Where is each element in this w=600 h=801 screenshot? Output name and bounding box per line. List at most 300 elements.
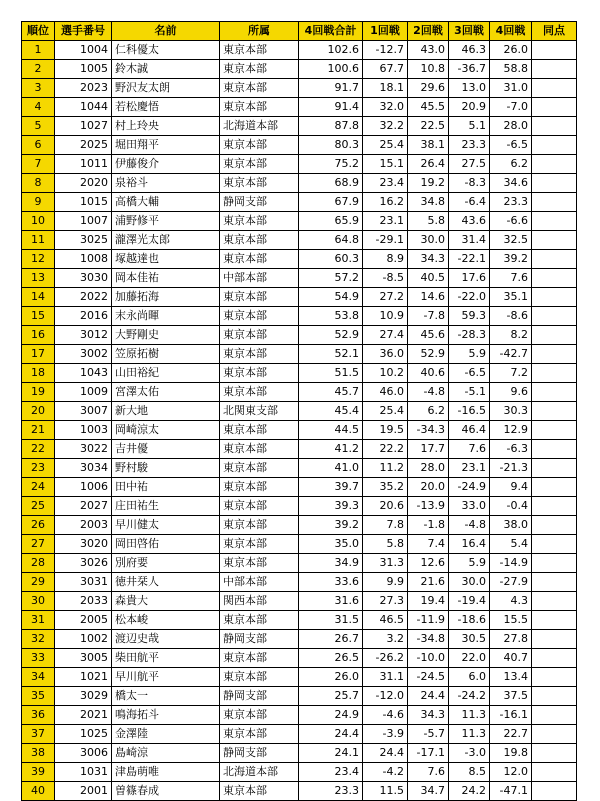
cell-rank[interactable]: 21 <box>22 421 55 440</box>
cell-affiliation[interactable]: 東京本部 <box>220 155 299 174</box>
cell-rank[interactable]: 5 <box>22 117 55 136</box>
cell-tie[interactable] <box>532 497 577 516</box>
cell-player-number[interactable]: 2021 <box>55 706 112 725</box>
cell-round-2[interactable]: 34.3 <box>408 706 449 725</box>
cell-rank[interactable]: 8 <box>22 174 55 193</box>
cell-round-3[interactable]: -4.8 <box>449 516 490 535</box>
cell-rank[interactable]: 22 <box>22 440 55 459</box>
cell-round-2[interactable]: 40.5 <box>408 269 449 288</box>
cell-rank[interactable]: 12 <box>22 250 55 269</box>
cell-round-4[interactable]: 19.8 <box>490 744 532 763</box>
cell-round-2[interactable]: -13.9 <box>408 497 449 516</box>
cell-player-number[interactable]: 1027 <box>55 117 112 136</box>
cell-round-3[interactable]: -19.4 <box>449 592 490 611</box>
cell-affiliation[interactable]: 東京本部 <box>220 383 299 402</box>
cell-affiliation[interactable]: 東京本部 <box>220 782 299 801</box>
cell-rank[interactable]: 17 <box>22 345 55 364</box>
cell-tie[interactable] <box>532 440 577 459</box>
cell-affiliation[interactable]: 東京本部 <box>220 459 299 478</box>
cell-rank[interactable]: 15 <box>22 307 55 326</box>
cell-round-1[interactable]: 19.5 <box>363 421 408 440</box>
cell-player-number[interactable]: 1006 <box>55 478 112 497</box>
cell-round-4[interactable]: 37.5 <box>490 687 532 706</box>
cell-total[interactable]: 57.2 <box>299 269 363 288</box>
cell-round-3[interactable]: 27.5 <box>449 155 490 174</box>
cell-affiliation[interactable]: 東京本部 <box>220 668 299 687</box>
cell-round-4[interactable]: 35.1 <box>490 288 532 307</box>
cell-total[interactable]: 25.7 <box>299 687 363 706</box>
cell-rank[interactable]: 28 <box>22 554 55 573</box>
cell-tie[interactable] <box>532 288 577 307</box>
cell-round-1[interactable]: 32.2 <box>363 117 408 136</box>
cell-name[interactable]: 渡辺史哉 <box>112 630 220 649</box>
cell-round-3[interactable]: 5.9 <box>449 554 490 573</box>
cell-round-3[interactable]: -5.1 <box>449 383 490 402</box>
cell-round-2[interactable]: 38.1 <box>408 136 449 155</box>
cell-name[interactable]: 村上玲央 <box>112 117 220 136</box>
cell-total[interactable]: 31.5 <box>299 611 363 630</box>
cell-round-2[interactable]: -10.0 <box>408 649 449 668</box>
cell-total[interactable]: 75.2 <box>299 155 363 174</box>
cell-player-number[interactable]: 2023 <box>55 79 112 98</box>
cell-round-1[interactable]: 31.1 <box>363 668 408 687</box>
cell-tie[interactable] <box>532 136 577 155</box>
cell-round-4[interactable]: -6.5 <box>490 136 532 155</box>
cell-affiliation[interactable]: 東京本部 <box>220 516 299 535</box>
cell-affiliation[interactable]: 静岡支部 <box>220 687 299 706</box>
cell-rank[interactable]: 31 <box>22 611 55 630</box>
cell-player-number[interactable]: 2003 <box>55 516 112 535</box>
cell-player-number[interactable]: 1003 <box>55 421 112 440</box>
cell-round-4[interactable]: 12.9 <box>490 421 532 440</box>
cell-round-3[interactable]: 11.3 <box>449 706 490 725</box>
cell-affiliation[interactable]: 東京本部 <box>220 535 299 554</box>
cell-round-1[interactable]: -4.2 <box>363 763 408 782</box>
cell-total[interactable]: 24.9 <box>299 706 363 725</box>
cell-player-number[interactable]: 2016 <box>55 307 112 326</box>
cell-rank[interactable]: 10 <box>22 212 55 231</box>
cell-affiliation[interactable]: 東京本部 <box>220 706 299 725</box>
cell-round-4[interactable]: -8.6 <box>490 307 532 326</box>
cell-round-4[interactable]: 5.4 <box>490 535 532 554</box>
cell-total[interactable]: 39.2 <box>299 516 363 535</box>
cell-total[interactable]: 26.5 <box>299 649 363 668</box>
cell-round-1[interactable]: 10.9 <box>363 307 408 326</box>
cell-round-3[interactable]: -3.0 <box>449 744 490 763</box>
cell-round-4[interactable]: -14.9 <box>490 554 532 573</box>
cell-player-number[interactable]: 1011 <box>55 155 112 174</box>
cell-rank[interactable]: 20 <box>22 402 55 421</box>
cell-round-2[interactable]: 45.6 <box>408 326 449 345</box>
cell-total[interactable]: 24.1 <box>299 744 363 763</box>
cell-round-4[interactable]: 7.6 <box>490 269 532 288</box>
cell-rank[interactable]: 35 <box>22 687 55 706</box>
cell-round-3[interactable]: 22.0 <box>449 649 490 668</box>
cell-round-1[interactable]: 9.9 <box>363 573 408 592</box>
cell-round-4[interactable]: 22.7 <box>490 725 532 744</box>
cell-round-1[interactable]: 16.2 <box>363 193 408 212</box>
cell-affiliation[interactable]: 東京本部 <box>220 288 299 307</box>
cell-total[interactable]: 91.4 <box>299 98 363 117</box>
cell-player-number[interactable]: 3005 <box>55 649 112 668</box>
cell-total[interactable]: 67.9 <box>299 193 363 212</box>
cell-round-4[interactable]: -16.1 <box>490 706 532 725</box>
cell-name[interactable]: 宮澤太佑 <box>112 383 220 402</box>
cell-round-1[interactable]: 67.7 <box>363 60 408 79</box>
cell-player-number[interactable]: 2027 <box>55 497 112 516</box>
cell-round-3[interactable]: 23.3 <box>449 136 490 155</box>
cell-round-2[interactable]: -1.8 <box>408 516 449 535</box>
cell-tie[interactable] <box>532 326 577 345</box>
cell-name[interactable]: 野村駿 <box>112 459 220 478</box>
cell-name[interactable]: 新大地 <box>112 402 220 421</box>
cell-round-3[interactable]: 5.9 <box>449 345 490 364</box>
cell-total[interactable]: 54.9 <box>299 288 363 307</box>
cell-player-number[interactable]: 2020 <box>55 174 112 193</box>
cell-name[interactable]: 早川健太 <box>112 516 220 535</box>
cell-name[interactable]: 鈴木誠 <box>112 60 220 79</box>
cell-round-3[interactable]: 59.3 <box>449 307 490 326</box>
cell-player-number[interactable]: 3030 <box>55 269 112 288</box>
cell-round-4[interactable]: -7.0 <box>490 98 532 117</box>
cell-round-3[interactable]: 30.5 <box>449 630 490 649</box>
cell-total[interactable]: 102.6 <box>299 41 363 60</box>
cell-tie[interactable] <box>532 174 577 193</box>
cell-affiliation[interactable]: 東京本部 <box>220 250 299 269</box>
cell-affiliation[interactable]: 東京本部 <box>220 174 299 193</box>
cell-round-4[interactable]: 40.7 <box>490 649 532 668</box>
cell-round-3[interactable]: -22.1 <box>449 250 490 269</box>
cell-round-1[interactable]: 22.2 <box>363 440 408 459</box>
cell-round-1[interactable]: -12.7 <box>363 41 408 60</box>
cell-affiliation[interactable]: 東京本部 <box>220 497 299 516</box>
cell-tie[interactable] <box>532 782 577 801</box>
cell-round-2[interactable]: 28.0 <box>408 459 449 478</box>
cell-tie[interactable] <box>532 516 577 535</box>
cell-round-3[interactable]: 17.6 <box>449 269 490 288</box>
cell-name[interactable]: 森貴大 <box>112 592 220 611</box>
cell-round-2[interactable]: -34.3 <box>408 421 449 440</box>
cell-affiliation[interactable]: 東京本部 <box>220 364 299 383</box>
cell-round-2[interactable]: 34.3 <box>408 250 449 269</box>
cell-total[interactable]: 33.6 <box>299 573 363 592</box>
cell-affiliation[interactable]: 東京本部 <box>220 478 299 497</box>
cell-affiliation[interactable]: 東京本部 <box>220 79 299 98</box>
cell-total[interactable]: 41.2 <box>299 440 363 459</box>
cell-tie[interactable] <box>532 478 577 497</box>
cell-name[interactable]: 松本峻 <box>112 611 220 630</box>
cell-rank[interactable]: 40 <box>22 782 55 801</box>
cell-total[interactable]: 39.3 <box>299 497 363 516</box>
cell-total[interactable]: 45.4 <box>299 402 363 421</box>
cell-affiliation[interactable]: 北海道本部 <box>220 763 299 782</box>
cell-total[interactable]: 60.3 <box>299 250 363 269</box>
cell-affiliation[interactable]: 東京本部 <box>220 136 299 155</box>
cell-name[interactable]: 塚越達也 <box>112 250 220 269</box>
cell-rank[interactable]: 33 <box>22 649 55 668</box>
cell-rank[interactable]: 39 <box>22 763 55 782</box>
cell-tie[interactable] <box>532 573 577 592</box>
cell-round-1[interactable]: 36.0 <box>363 345 408 364</box>
cell-name[interactable]: 山田裕紀 <box>112 364 220 383</box>
cell-round-2[interactable]: 7.6 <box>408 763 449 782</box>
cell-round-3[interactable]: -28.3 <box>449 326 490 345</box>
cell-total[interactable]: 65.9 <box>299 212 363 231</box>
cell-player-number[interactable]: 1044 <box>55 98 112 117</box>
cell-total[interactable]: 26.0 <box>299 668 363 687</box>
cell-player-number[interactable]: 1008 <box>55 250 112 269</box>
cell-rank[interactable]: 25 <box>22 497 55 516</box>
cell-affiliation[interactable]: 東京本部 <box>220 649 299 668</box>
cell-rank[interactable]: 6 <box>22 136 55 155</box>
cell-total[interactable]: 24.4 <box>299 725 363 744</box>
cell-round-2[interactable]: 29.6 <box>408 79 449 98</box>
cell-round-3[interactable]: -18.6 <box>449 611 490 630</box>
cell-round-1[interactable]: 23.1 <box>363 212 408 231</box>
cell-affiliation[interactable]: 東京本部 <box>220 440 299 459</box>
cell-round-1[interactable]: -3.9 <box>363 725 408 744</box>
cell-tie[interactable] <box>532 649 577 668</box>
cell-rank[interactable]: 36 <box>22 706 55 725</box>
cell-player-number[interactable]: 3025 <box>55 231 112 250</box>
cell-round-2[interactable]: 12.6 <box>408 554 449 573</box>
cell-total[interactable]: 41.0 <box>299 459 363 478</box>
cell-tie[interactable] <box>532 611 577 630</box>
cell-rank[interactable]: 38 <box>22 744 55 763</box>
cell-round-1[interactable]: 23.4 <box>363 174 408 193</box>
cell-round-1[interactable]: 24.4 <box>363 744 408 763</box>
cell-tie[interactable] <box>532 383 577 402</box>
cell-round-4[interactable]: 23.3 <box>490 193 532 212</box>
cell-round-3[interactable]: 11.3 <box>449 725 490 744</box>
cell-round-1[interactable]: 32.0 <box>363 98 408 117</box>
cell-round-1[interactable]: 3.2 <box>363 630 408 649</box>
cell-round-1[interactable]: 18.1 <box>363 79 408 98</box>
cell-affiliation[interactable]: 東京本部 <box>220 421 299 440</box>
cell-player-number[interactable]: 1031 <box>55 763 112 782</box>
cell-affiliation[interactable]: 静岡支部 <box>220 630 299 649</box>
cell-tie[interactable] <box>532 402 577 421</box>
cell-tie[interactable] <box>532 763 577 782</box>
cell-round-2[interactable]: -34.8 <box>408 630 449 649</box>
cell-round-4[interactable]: 58.8 <box>490 60 532 79</box>
cell-affiliation[interactable]: 東京本部 <box>220 307 299 326</box>
cell-round-3[interactable]: 20.9 <box>449 98 490 117</box>
cell-affiliation[interactable]: 東京本部 <box>220 41 299 60</box>
cell-name[interactable]: 柴田航平 <box>112 649 220 668</box>
cell-round-4[interactable]: -42.7 <box>490 345 532 364</box>
cell-tie[interactable] <box>532 459 577 478</box>
cell-rank[interactable]: 29 <box>22 573 55 592</box>
cell-rank[interactable]: 13 <box>22 269 55 288</box>
cell-round-4[interactable]: 27.8 <box>490 630 532 649</box>
cell-round-2[interactable]: -4.8 <box>408 383 449 402</box>
cell-round-3[interactable]: -16.5 <box>449 402 490 421</box>
cell-round-2[interactable]: 17.7 <box>408 440 449 459</box>
cell-player-number[interactable]: 1004 <box>55 41 112 60</box>
cell-round-1[interactable]: 7.8 <box>363 516 408 535</box>
cell-player-number[interactable]: 2005 <box>55 611 112 630</box>
cell-player-number[interactable]: 1043 <box>55 364 112 383</box>
cell-player-number[interactable]: 3020 <box>55 535 112 554</box>
cell-affiliation[interactable]: 東京本部 <box>220 611 299 630</box>
cell-name[interactable]: 津島萌唯 <box>112 763 220 782</box>
cell-total[interactable]: 52.9 <box>299 326 363 345</box>
cell-round-4[interactable]: 9.6 <box>490 383 532 402</box>
cell-round-2[interactable]: -17.1 <box>408 744 449 763</box>
cell-affiliation[interactable]: 東京本部 <box>220 231 299 250</box>
cell-tie[interactable] <box>532 307 577 326</box>
cell-round-2[interactable]: 34.8 <box>408 193 449 212</box>
cell-player-number[interactable]: 2033 <box>55 592 112 611</box>
cell-affiliation[interactable]: 静岡支部 <box>220 744 299 763</box>
cell-name[interactable]: 仁科優太 <box>112 41 220 60</box>
cell-name[interactable]: 鳴海拓斗 <box>112 706 220 725</box>
cell-affiliation[interactable]: 東京本部 <box>220 554 299 573</box>
cell-round-3[interactable]: 46.4 <box>449 421 490 440</box>
cell-rank[interactable]: 24 <box>22 478 55 497</box>
cell-player-number[interactable]: 3029 <box>55 687 112 706</box>
cell-player-number[interactable]: 3034 <box>55 459 112 478</box>
cell-round-2[interactable]: 43.0 <box>408 41 449 60</box>
cell-round-2[interactable]: 30.0 <box>408 231 449 250</box>
cell-round-4[interactable]: 26.0 <box>490 41 532 60</box>
cell-round-1[interactable]: 20.6 <box>363 497 408 516</box>
cell-tie[interactable] <box>532 231 577 250</box>
cell-name[interactable]: 吉井優 <box>112 440 220 459</box>
cell-total[interactable]: 51.5 <box>299 364 363 383</box>
cell-round-2[interactable]: 10.8 <box>408 60 449 79</box>
cell-tie[interactable] <box>532 41 577 60</box>
cell-player-number[interactable]: 1002 <box>55 630 112 649</box>
cell-round-4[interactable]: 7.2 <box>490 364 532 383</box>
cell-tie[interactable] <box>532 706 577 725</box>
cell-round-1[interactable]: 8.9 <box>363 250 408 269</box>
cell-rank[interactable]: 11 <box>22 231 55 250</box>
cell-rank[interactable]: 1 <box>22 41 55 60</box>
cell-rank[interactable]: 23 <box>22 459 55 478</box>
cell-tie[interactable] <box>532 687 577 706</box>
cell-name[interactable]: 岡崎涼太 <box>112 421 220 440</box>
cell-round-1[interactable]: 31.3 <box>363 554 408 573</box>
cell-round-4[interactable]: -27.9 <box>490 573 532 592</box>
cell-round-4[interactable]: 28.0 <box>490 117 532 136</box>
cell-total[interactable]: 45.7 <box>299 383 363 402</box>
cell-round-3[interactable]: -6.4 <box>449 193 490 212</box>
cell-round-3[interactable]: 5.1 <box>449 117 490 136</box>
cell-rank[interactable]: 37 <box>22 725 55 744</box>
cell-total[interactable]: 68.9 <box>299 174 363 193</box>
cell-round-4[interactable]: 38.0 <box>490 516 532 535</box>
cell-player-number[interactable]: 3031 <box>55 573 112 592</box>
cell-affiliation[interactable]: 北関東支部 <box>220 402 299 421</box>
cell-player-number[interactable]: 3026 <box>55 554 112 573</box>
cell-round-1[interactable]: 27.4 <box>363 326 408 345</box>
cell-affiliation[interactable]: 中部本部 <box>220 573 299 592</box>
cell-total[interactable]: 80.3 <box>299 136 363 155</box>
cell-round-4[interactable]: 31.0 <box>490 79 532 98</box>
cell-affiliation[interactable]: 東京本部 <box>220 98 299 117</box>
cell-tie[interactable] <box>532 117 577 136</box>
cell-rank[interactable]: 7 <box>22 155 55 174</box>
cell-tie[interactable] <box>532 98 577 117</box>
cell-rank[interactable]: 30 <box>22 592 55 611</box>
cell-name[interactable]: 田中祐 <box>112 478 220 497</box>
cell-round-3[interactable]: 24.2 <box>449 782 490 801</box>
cell-rank[interactable]: 2 <box>22 60 55 79</box>
cell-round-2[interactable]: 14.6 <box>408 288 449 307</box>
cell-round-1[interactable]: 11.5 <box>363 782 408 801</box>
cell-name[interactable]: 末永尚暉 <box>112 307 220 326</box>
cell-round-1[interactable]: 35.2 <box>363 478 408 497</box>
cell-tie[interactable] <box>532 345 577 364</box>
cell-tie[interactable] <box>532 535 577 554</box>
cell-name[interactable]: 笠原拓樹 <box>112 345 220 364</box>
cell-name[interactable]: 徳井栞人 <box>112 573 220 592</box>
cell-player-number[interactable]: 1005 <box>55 60 112 79</box>
cell-round-4[interactable]: 15.5 <box>490 611 532 630</box>
cell-tie[interactable] <box>532 212 577 231</box>
cell-total[interactable]: 100.6 <box>299 60 363 79</box>
cell-round-1[interactable]: -12.0 <box>363 687 408 706</box>
cell-total[interactable]: 23.3 <box>299 782 363 801</box>
cell-round-4[interactable]: 32.5 <box>490 231 532 250</box>
cell-total[interactable]: 44.5 <box>299 421 363 440</box>
cell-round-2[interactable]: 40.6 <box>408 364 449 383</box>
cell-round-4[interactable]: 39.2 <box>490 250 532 269</box>
cell-round-3[interactable]: 46.3 <box>449 41 490 60</box>
cell-round-2[interactable]: 7.4 <box>408 535 449 554</box>
cell-name[interactable]: 泉裕斗 <box>112 174 220 193</box>
cell-name[interactable]: 堀田翔平 <box>112 136 220 155</box>
cell-player-number[interactable]: 3006 <box>55 744 112 763</box>
cell-total[interactable]: 31.6 <box>299 592 363 611</box>
cell-name[interactable]: 伊藤俊介 <box>112 155 220 174</box>
cell-total[interactable]: 34.9 <box>299 554 363 573</box>
cell-round-2[interactable]: 45.5 <box>408 98 449 117</box>
cell-round-4[interactable]: -21.3 <box>490 459 532 478</box>
cell-affiliation[interactable]: 東京本部 <box>220 725 299 744</box>
cell-round-3[interactable]: 31.4 <box>449 231 490 250</box>
cell-tie[interactable] <box>532 554 577 573</box>
cell-affiliation[interactable]: 東京本部 <box>220 345 299 364</box>
cell-total[interactable]: 39.7 <box>299 478 363 497</box>
cell-round-3[interactable]: 6.0 <box>449 668 490 687</box>
cell-rank[interactable]: 3 <box>22 79 55 98</box>
cell-round-1[interactable]: 25.4 <box>363 136 408 155</box>
cell-round-3[interactable]: -24.2 <box>449 687 490 706</box>
cell-tie[interactable] <box>532 421 577 440</box>
cell-round-1[interactable]: 46.5 <box>363 611 408 630</box>
cell-player-number[interactable]: 3007 <box>55 402 112 421</box>
cell-round-1[interactable]: -4.6 <box>363 706 408 725</box>
cell-round-1[interactable]: 27.3 <box>363 592 408 611</box>
cell-round-3[interactable]: -8.3 <box>449 174 490 193</box>
cell-round-3[interactable]: 43.6 <box>449 212 490 231</box>
cell-affiliation[interactable]: 東京本部 <box>220 60 299 79</box>
cell-round-3[interactable]: -24.9 <box>449 478 490 497</box>
cell-round-2[interactable]: -7.8 <box>408 307 449 326</box>
cell-round-1[interactable]: -29.1 <box>363 231 408 250</box>
cell-round-4[interactable]: 34.6 <box>490 174 532 193</box>
cell-round-3[interactable]: 7.6 <box>449 440 490 459</box>
cell-round-4[interactable]: 8.2 <box>490 326 532 345</box>
cell-round-2[interactable]: 26.4 <box>408 155 449 174</box>
cell-round-2[interactable]: 24.4 <box>408 687 449 706</box>
cell-round-4[interactable]: 6.2 <box>490 155 532 174</box>
cell-player-number[interactable]: 1009 <box>55 383 112 402</box>
cell-player-number[interactable]: 3002 <box>55 345 112 364</box>
